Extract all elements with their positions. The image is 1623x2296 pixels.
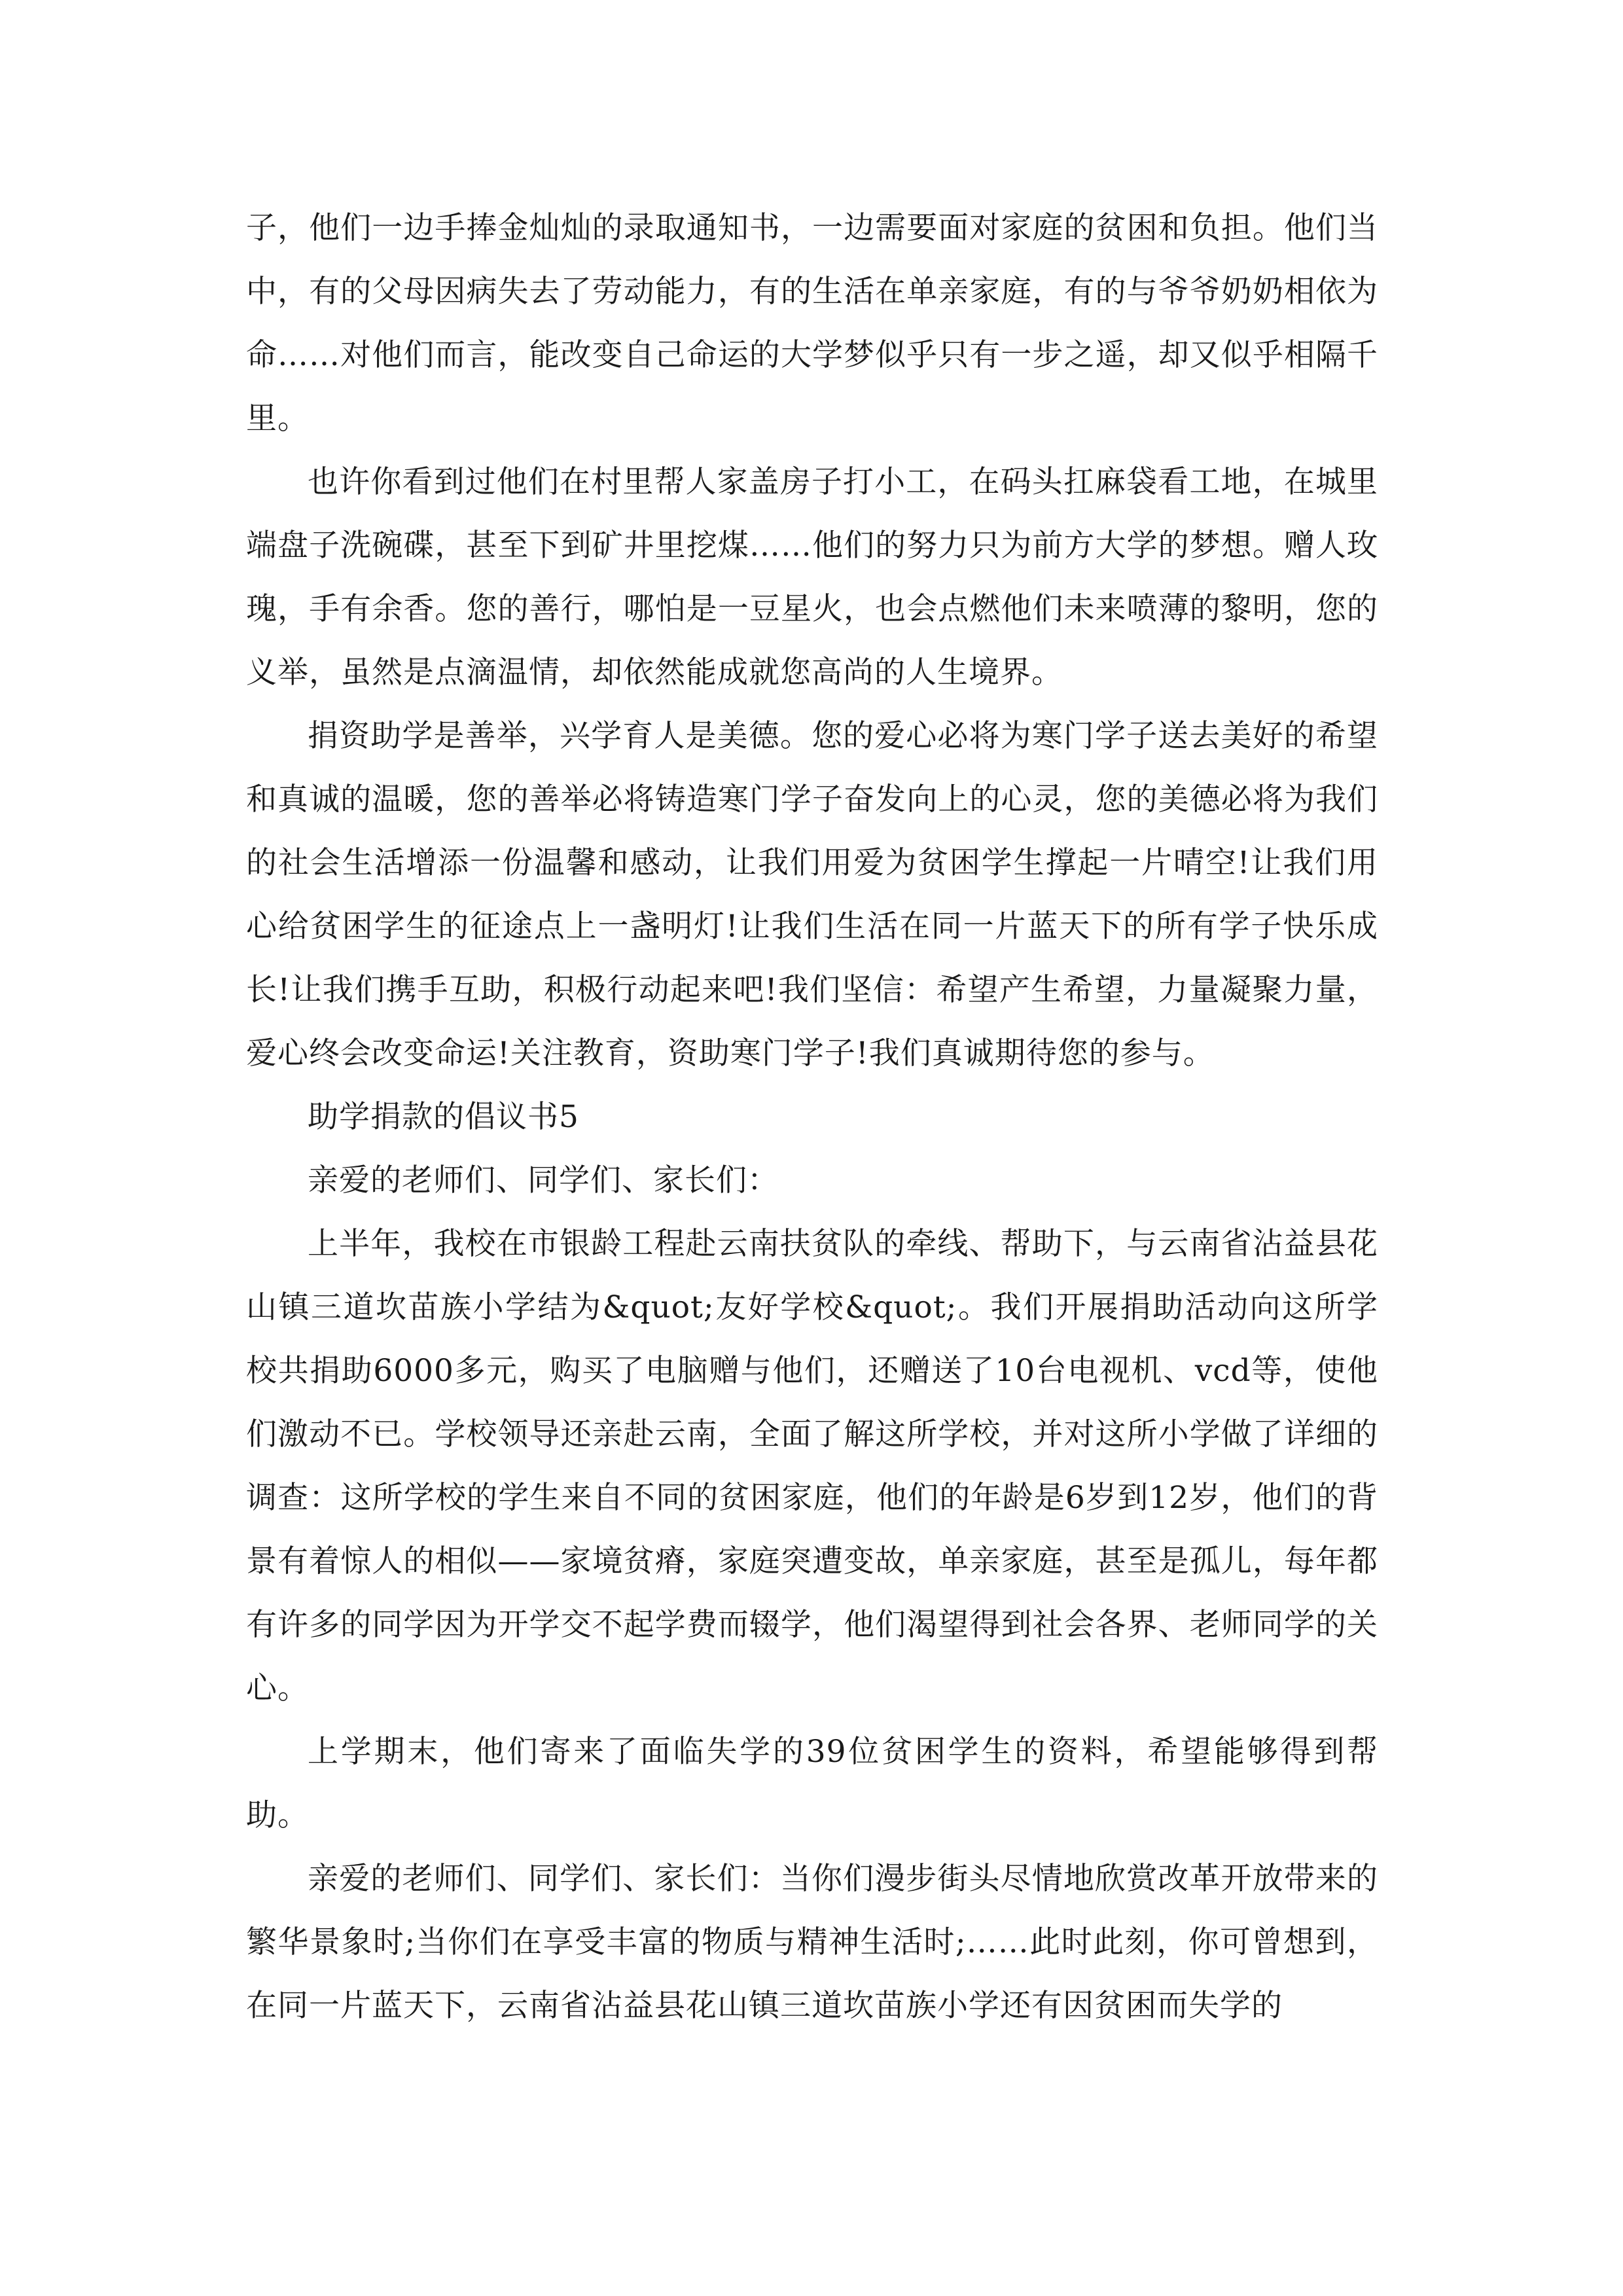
paragraph-helping-hand: 也许你看到过他们在村里帮人家盖房子打小工，在码头扛麻袋看工地，在城里端盘子洗碗碟，甚至下到矿井里挖煤……他们的努力只为前方大学的梦想。赠人玫瑰，手有余香。您的善行，哪怕是一豆星火，也会点燃他们未来喷薄的黎明，您的义举，虽然是点滴温情，却依然能成就您高尚的人生境界。 (246, 464, 1378, 691)
paragraph-continuation: 子，他们一边手捧金灿灿的录取通知书，一边需要面对家庭的贫困和负担。他们当中，有的父母因病失去了劳动能力，有的生活在单亲家庭，有的与爷爷奶奶相依为命……对他们而言，能改变自己命运的大学梦似乎只有一步之遥，却又似乎相隔千里。 (246, 210, 1378, 437)
section-heading: 助学捐款的倡议书5 (308, 1099, 579, 1135)
paragraph-background: 上半年，我校在市银龄工程赴云南扶贫队的牵线、帮助下，与云南省沾益县花山镇三道坎苗族小学结为&quot;友好学校&quot;。我们开展捐助活动向这所学校共捐助6000多元，购买了电脑赠与他们，还赠送了10台电视机、vcd等，使他们激动不已。学校领导还亲赴云南，全面了解这所学校，并对这所小学做了详细的调查：这所学校的学生来自不同的贫困家庭，他们的年龄是6岁到12岁，他们的背景有着惊人的相似——家境贫瘠，家庭突遭变故，单亲家庭，甚至是孤儿，每年都有许多的同学因为开学交不起学费而辍学，他们渴望得到社会各界、老师同学的关心。 (246, 1226, 1378, 1706)
salutation: 亲爱的老师们、同学们、家长们： (308, 1162, 779, 1198)
paragraph-materials: 上学期末，他们寄来了面临失学的39位贫困学生的资料，希望能够得到帮助。 (246, 1734, 1378, 1833)
paragraph-appeal: 捐资助学是善举，兴学育人是美德。您的爱心必将为寒门学子送去美好的希望和真诚的温暖，您的善举必将铸造寒门学子奋发向上的心灵，您的美德必将为我们的社会生活增添一份温馨和感动，让我们用爱为贫困学生撑起一片晴空!让我们用心给贫困学生的征途点上一盏明灯!让我们生活在同一片蓝天下的所有学子快乐成长!让我们携手互助，积极行动起来吧!我们坚信：希望产生希望，力量凝聚力量，爱心终会改变命运!关注教育，资助寒门学子!我们真诚期待您的参与。 (246, 718, 1378, 1071)
paragraph-call: 亲爱的老师们、同学们、家长们：当你们漫步街头尽情地欣赏改革开放带来的繁华景象时;当你们在享受丰富的物质与精神生活时;……此时此刻，你可曾想到，在同一片蓝天下，云南省沾益县花山镇三道坎苗族小学还有因贫困而失学的 (246, 1861, 1378, 2024)
document-body (246, 196, 1378, 2037)
